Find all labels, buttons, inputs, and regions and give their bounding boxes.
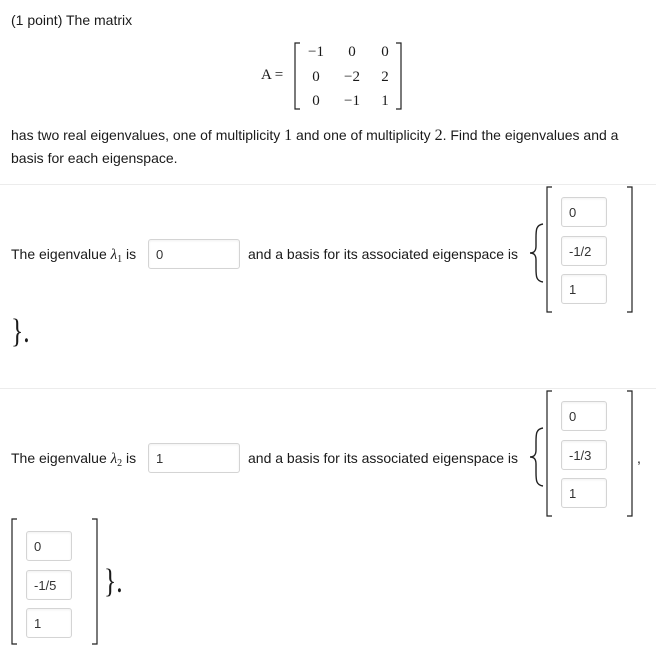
eigenvector-2a-entry[interactable] bbox=[561, 401, 607, 431]
multiplicity-two: 2 bbox=[434, 127, 443, 144]
vector-right-bracket bbox=[626, 186, 634, 313]
matrix-label: A = bbox=[261, 67, 284, 83]
eigenvalue-1-input[interactable] bbox=[148, 239, 240, 269]
eigenvalue-2-label: The eigenvalue $\lambda_2$ is bbox=[11, 450, 137, 469]
divider bbox=[0, 388, 656, 389]
eigenvalue-1-label: The eigenvalue $\lambda_1$ is bbox=[11, 246, 137, 265]
eigenspace-2-label: and a basis for its associated eigenspace is bbox=[248, 450, 519, 466]
left-brace-icon bbox=[528, 426, 546, 488]
left-brace-icon bbox=[528, 222, 546, 284]
divider bbox=[0, 184, 656, 185]
vector-left-bracket bbox=[546, 390, 554, 517]
multiplicity-one: 1 bbox=[284, 127, 293, 144]
matrix-cell: −2 bbox=[344, 69, 360, 85]
eigenvector-2a-entry[interactable] bbox=[561, 478, 607, 508]
eigenvector-2b-entry[interactable] bbox=[26, 570, 72, 600]
vector-left-bracket bbox=[546, 186, 554, 313]
problem-header: (1 point) The matrix bbox=[11, 12, 133, 28]
eigenvector-1-entry[interactable] bbox=[561, 236, 607, 266]
vector-left-bracket bbox=[11, 518, 19, 645]
closing-brace-1: }. bbox=[11, 313, 30, 350]
eigenspace-1-label: and a basis for its associated eigenspace is bbox=[248, 246, 519, 262]
vector-right-bracket bbox=[91, 518, 99, 645]
matrix-cell: −1 bbox=[308, 44, 324, 60]
matrix-cell: 1 bbox=[381, 93, 389, 109]
vector-separator: , bbox=[637, 450, 641, 466]
matrix-cell: 0 bbox=[381, 44, 389, 60]
eigenvector-2b-entry[interactable] bbox=[26, 608, 72, 638]
matrix-cell: 0 bbox=[312, 93, 320, 109]
eigenvector-1-entry[interactable] bbox=[561, 274, 607, 304]
vector-right-bracket bbox=[626, 390, 634, 517]
eigenvector-2a-entry[interactable] bbox=[561, 440, 607, 470]
matrix-cell: −1 bbox=[344, 93, 360, 109]
matrix-cell: 2 bbox=[381, 69, 389, 85]
closing-brace-2: }. bbox=[104, 563, 123, 600]
eigenvector-2b-entry[interactable] bbox=[26, 531, 72, 561]
matrix-cell: 0 bbox=[348, 44, 356, 60]
matrix-cell: 0 bbox=[312, 69, 320, 85]
problem-description: has two real eigenvalues, one of multiplicity 1 and one of multiplicity 2. Find the eigenvalues and a basis for each eigenspace. bbox=[11, 127, 619, 166]
eigenvector-1-entry[interactable] bbox=[561, 197, 607, 227]
eigenvalue-2-input[interactable] bbox=[148, 443, 240, 473]
